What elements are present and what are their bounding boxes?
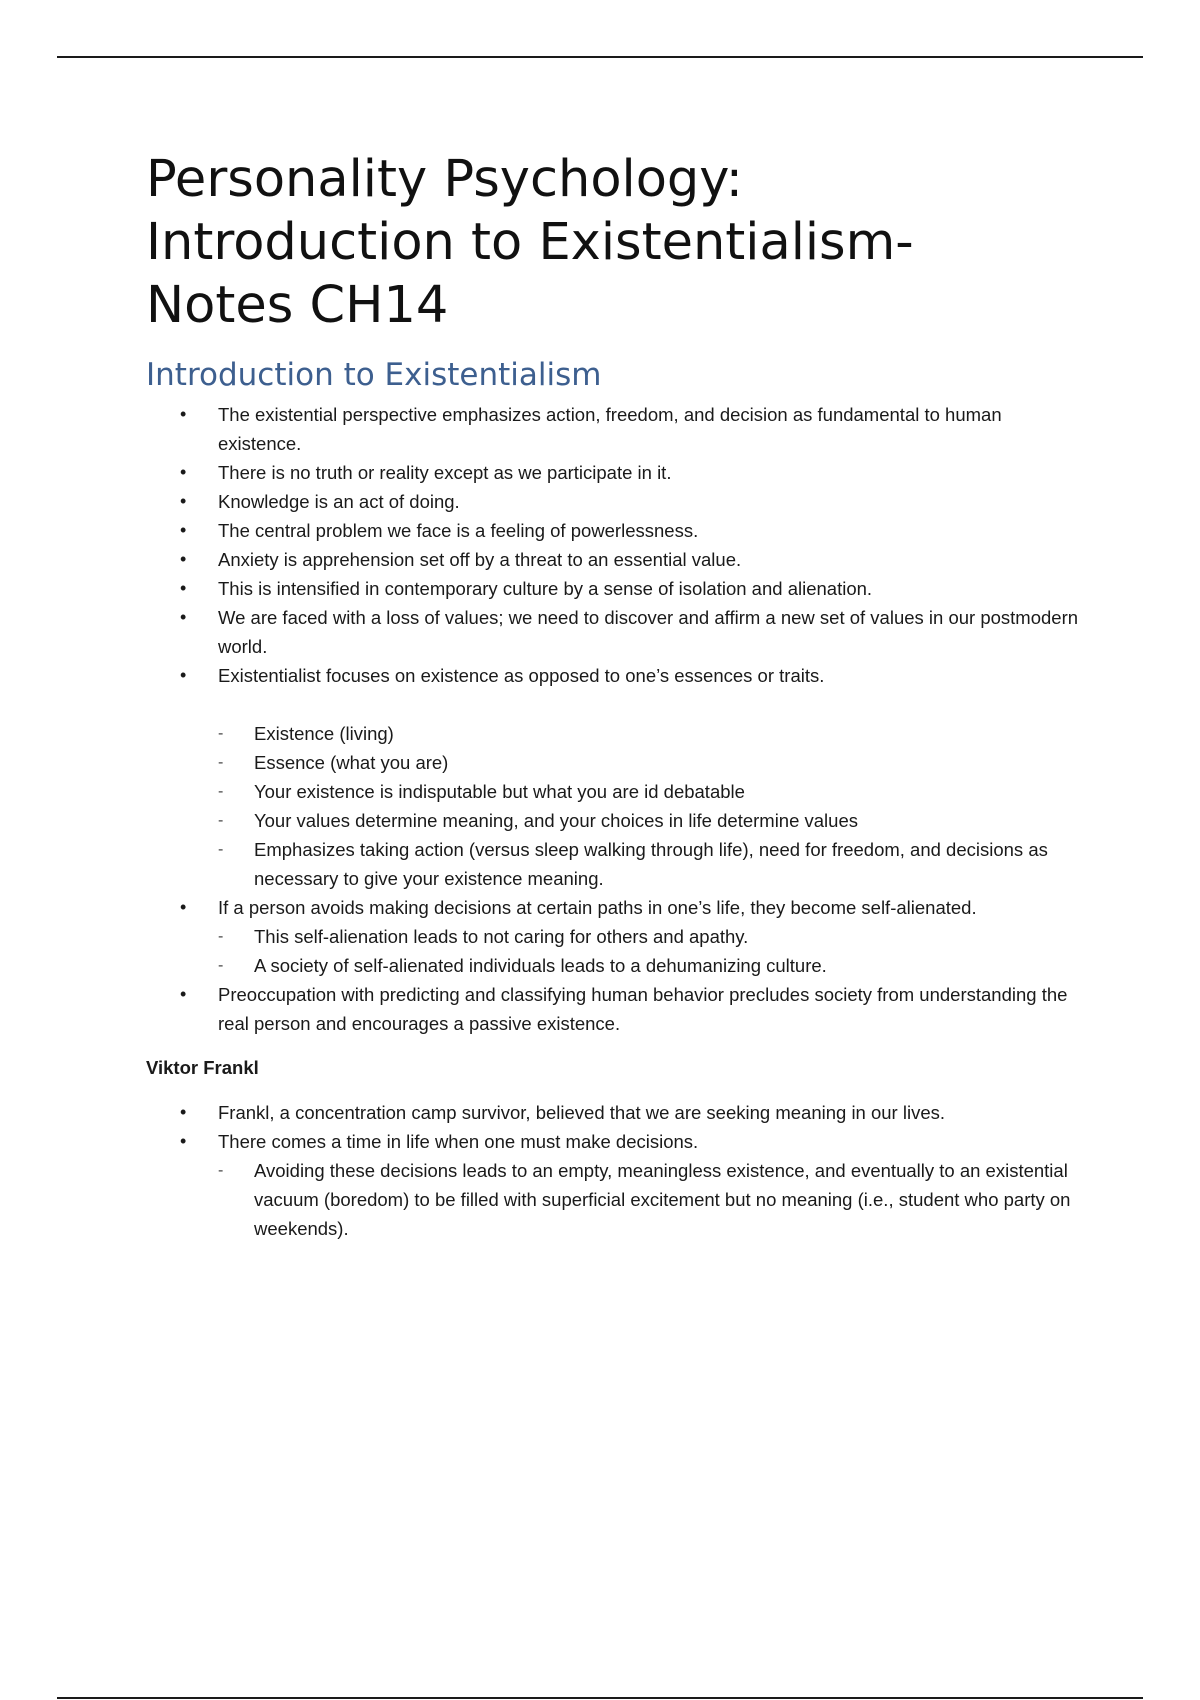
self-alienation-list: [146, 893, 1086, 1038]
list-item: • If a person avoids making decisions at certain paths in one’s life, they become self-alienated.: [146, 893, 1086, 922]
sub-list-item: - Emphasizes taking action (versus sleep walking through life), need for freedom, and decisions as necessary to give your existence meaning.: [146, 835, 1086, 893]
bottom-rule: [57, 1697, 1143, 1699]
list-item: • Frankl, a concentration camp survivor, believed that we are seeking meaning in our lives.: [146, 1098, 1086, 1127]
introduction-list: [146, 400, 1086, 690]
title-line-2: Introduction to Existentialism-: [146, 213, 914, 272]
sub-list-item: - Your values determine meaning, and your choices in life determine values: [146, 806, 1086, 835]
list-item: • We are faced with a loss of values; we need to discover and affirm a new set of values in our postmodern world.: [146, 603, 1086, 661]
sub-list-item: - This self-alienation leads to not caring for others and apathy.: [146, 922, 1086, 951]
document-body: [146, 148, 1086, 1243]
spacer: [146, 690, 1086, 719]
section-heading-introduction: Introduction to Existentialism: [146, 357, 602, 393]
list-item: • There is no truth or reality except as we participate in it.: [146, 458, 1086, 487]
title-line-3: Notes CH14: [146, 276, 449, 335]
sub-list-item: - Your existence is indisputable but what you are id debatable: [146, 777, 1086, 806]
top-rule: [57, 56, 1143, 58]
list-item: • The existential perspective emphasizes action, freedom, and decision as fundamental to human existence.: [146, 400, 1086, 458]
list-item: • Anxiety is apprehension set off by a threat to an essential value.: [146, 545, 1086, 574]
existence-sub-list: [146, 719, 1086, 893]
title-line-1: Personality Psychology:: [146, 150, 743, 209]
list-item: • There comes a time in life when one must make decisions.: [146, 1127, 1086, 1156]
list-item: • Preoccupation with predicting and classifying human behavior precludes society from understanding the real person and encourages a passive existence.: [146, 980, 1086, 1038]
sub-list-item: - A society of self-alienated individuals leads to a dehumanizing culture.: [146, 951, 1086, 980]
sub-list-item: - Avoiding these decisions leads to an empty, meaningless existence, and eventually to an existential vacuum (boredom) to be filled with superficial excitement but no meaning (i.e., student who party on weekends).: [146, 1156, 1086, 1243]
list-item: • This is intensified in contemporary culture by a sense of isolation and alienation.: [146, 574, 1086, 603]
document-title: [146, 148, 1086, 337]
frankl-list: [146, 1098, 1086, 1243]
list-item: • Existentialist focuses on existence as opposed to one’s essences or traits.: [146, 661, 1086, 690]
sub-list-item: - Existence (living): [146, 719, 1086, 748]
sub-list-item: - Essence (what you are): [146, 748, 1086, 777]
list-item: • The central problem we face is a feeling of powerlessness.: [146, 516, 1086, 545]
section-heading-viktor-frankl: Viktor Frankl: [146, 1057, 259, 1078]
list-item: • Knowledge is an act of doing.: [146, 487, 1086, 516]
